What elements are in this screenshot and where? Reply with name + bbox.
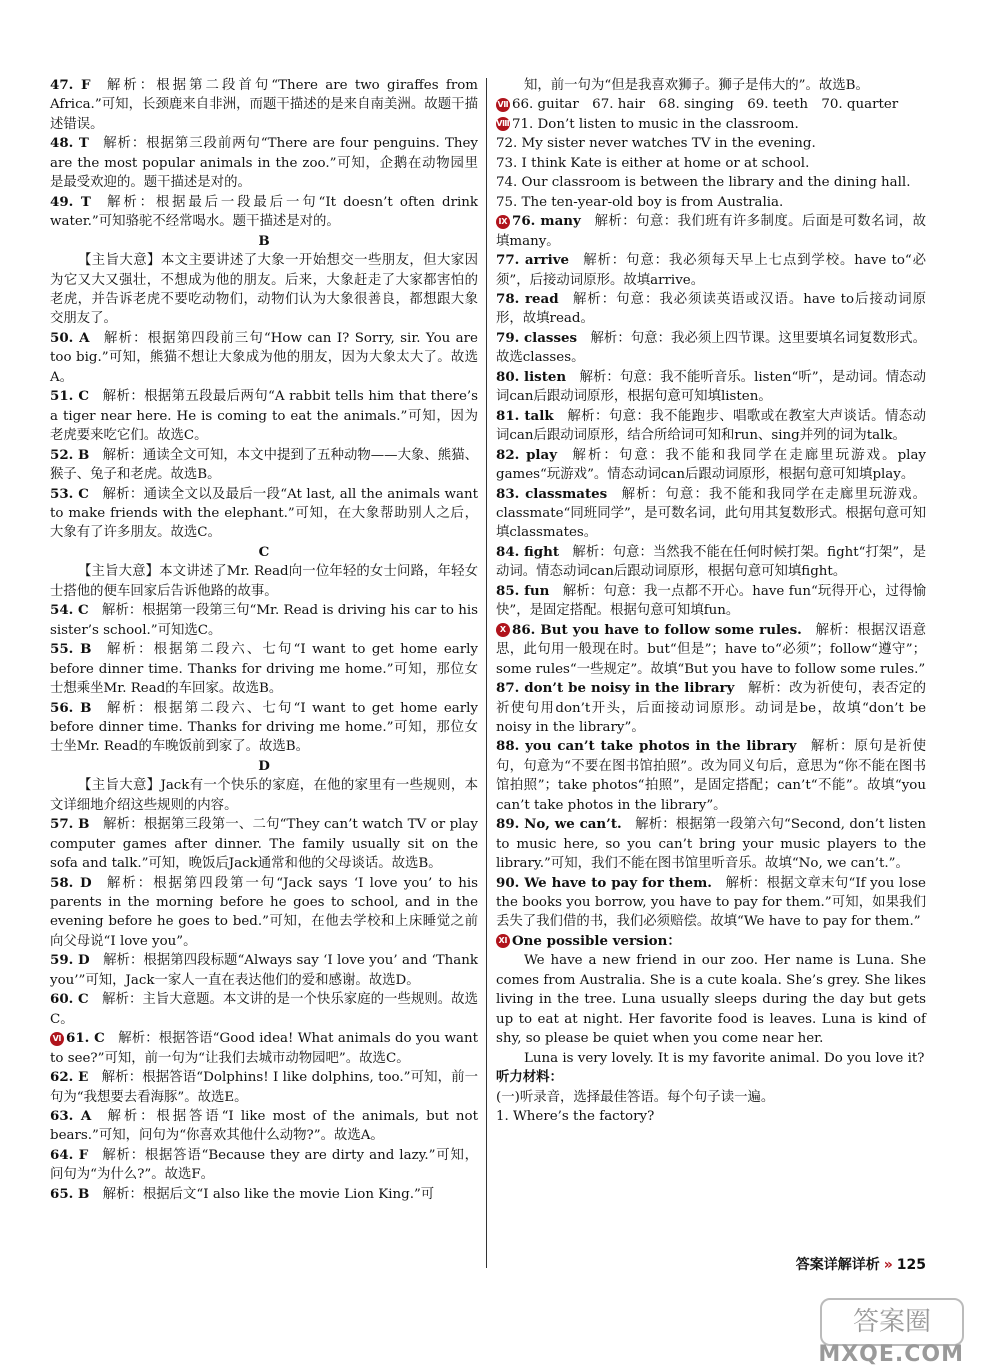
explanation-text: 解析：主旨大意题。本文讲的是一个快乐家庭的一些规则。故选C。 [50,992,478,1027]
answer-value: classmates [525,485,608,502]
answer-entry [496,582,926,621]
explanation-text: 解析：通读全文可知，本文中提到了五种动物——大象、熊猫、猴子、兔子和老虎。故选B。 [50,447,479,483]
answer-entry [50,1029,478,1068]
answer-entry [496,329,926,368]
explanation-text: 解析：根据答语“I like most of the animals, but not bears.”可知，问句为“你喜欢其他什么动物?”。故选A。 [50,1109,478,1144]
paragraph [50,562,478,601]
question-number: 61. [66,1030,95,1047]
answer-entry [496,874,926,932]
answer-line [496,115,926,134]
answer-entry [50,1146,478,1185]
explanation-text: 解析：根据答语“Good idea! What animals do you want to see?”可知，前一句为“让我们去城市动物园吧”。故选C。 [50,1031,478,1066]
answer-value: D [78,952,90,969]
line-text: One possible version： [512,932,681,949]
explanation-text: 解析：根据第二段首句“There are two giraffes from Africa.”可知，长颈鹿来自非洲，而题干描述的是来自南美洲。故题干描述错误。 [50,78,478,132]
answer-entry [496,543,926,582]
question-number: 82. [496,446,527,463]
question-number: 90. [496,874,525,891]
explanation-text: 解析：句意：我必须上四节课。这里要填名词复数形式。故选classes。 [496,330,926,366]
answer-entry [50,485,478,543]
answer-value: C [94,1030,105,1047]
answer-entry [50,874,478,952]
answer-value: listen [524,368,567,385]
answer-line [496,1088,926,1107]
question-number: 54. [50,602,78,619]
answer-value: B [80,699,92,716]
explanation-text: 解析：根据第一段第六句“Second, don’t listen to music here, so you can’t bring your music players to the library.”可知，我们不能在图书馆里听音乐。故填“No, we can’t.”。 [496,817,927,872]
question-number: 85. [496,582,525,599]
answer-value: C [78,388,90,405]
right-column [496,76,926,1126]
answer-entry [496,212,926,251]
section-badge-icon: Ⅷ [496,117,510,131]
line-text: 75. The ten-year-old boy is from Australia. [496,194,784,210]
column-divider [486,78,487,1268]
explanation-text: 解析：根据第三段前两句“There are four penguins. They are the most popular animals in the zoo.”可知，企鹅在动物园里是最受欢迎的。题干描述是对的。 [50,136,478,191]
question-number: 47. [50,77,81,93]
answer-entry [50,815,478,873]
section-heading: B [258,232,270,249]
line-text: 74. Our classroom is between the library and the dining hall. [496,175,911,191]
paragraph [50,251,478,329]
answer-entry [50,601,478,640]
watermark [818,1298,984,1367]
answer-entry [496,407,926,446]
answer-entry [50,387,478,445]
line-text: 66. guitar 67. hair 68. singing 69. teeth 70. quarter [512,97,899,113]
explanation-text: 解析：改为祈使句，表否定的祈使句用don’t开头，后面接动词原形。动词是be，故填“don’t be noisy in the library”。 [496,681,926,735]
question-number: 76. [512,213,541,230]
answer-value: D [79,874,92,891]
answer-entry [50,699,478,757]
answer-value: arrive [524,252,570,269]
answer-value: A [80,1108,92,1125]
answer-value: But you have to follow some rules. [540,621,802,638]
paragraph-text: Luna is very lovely. It is my favorite animal. Do you love it? [524,1050,925,1066]
explanation-text: 解析：句意：我们班有许多制度。后面是可数名词，故填many。 [496,214,927,249]
page-footer [796,1254,926,1274]
paragraph-text: 【主旨大意】本文讲述了Mr. Read向一位年轻的女士问路，年轻女士搭他的便车回家后告诉他路的故事。 [50,564,478,599]
answer-value: C [78,991,89,1008]
line-text: 听力材料： [496,1069,563,1086]
question-number: 59. [50,952,79,969]
question-number: 62. [50,1069,79,1086]
explanation-text: 解析：根据第四段第一句“Jack says ‘I love you’ to his parents in the morning before he goes to school, and in the evening before he goes to bed.”可知，在他去学校和上床睡觉之前向父母说“I love you”。 [50,875,478,949]
answer-entry [50,76,478,134]
answer-entry [496,485,926,543]
explanation-text: 解析：句意：我不能听音乐。listen“听”，是动词。情态动词can后跟动词原形，根据句意可知填listen。 [496,369,926,405]
answer-line [496,173,926,192]
paragraph-text: 【主旨大意】Jack有一个快乐的家庭，在他的家里有一些规则，本文详细地介绍这些规则的内容。 [50,778,478,813]
explanation-text: 解析：根据汉语意思，此句用一般现在时。but“但是”；have to“必须”；follow“遵守”；some rules“一些规定”。故填“But you have to follow some rules.” [496,622,926,677]
line-text: 72. My sister never watches TV in the evening. [496,136,816,152]
answer-entry [50,134,478,192]
double-chevron-icon: » [883,1257,893,1273]
section-badge-icon: Ⅶ [496,98,510,112]
answer-value: We have to pay for them. [524,874,712,891]
line-text: 1. Where’s the factory? [496,1109,655,1125]
answer-line [496,1107,926,1126]
answer-entry [50,329,478,387]
explanation-text: 解析：根据答语“Because they are dirty and lazy.”可知，问句为“为什么?”。故选F。 [50,1147,478,1183]
answer-entry [50,1107,478,1146]
explanation-text: 解析：根据第四段前三句“How can I? Sorry, sir. You are too big.”可知，熊猫不想让大象成为他的朋友，因为大象太大了。故选A。 [50,330,478,385]
explanation-text: 解析：句意：我必须读英语或汉语。have to后接动词原形，故填read。 [496,291,926,327]
explanation-text: 解析：根据第三段第一、二句“They can’t watch TV or play computer games after dinner. The family usually sit on the sofa and talk.”可知，晚饭后Jack通常和他的父母谈话。故选B。 [50,817,478,872]
answer-line [496,932,926,951]
question-number: 84. [496,543,524,560]
question-number: 79. [496,329,524,346]
question-number: 53. [50,485,79,502]
explanation-text: 解析：根据第四段标题“Always say ‘I love you’ and ‘Thank you’”可知，Jack一家人一直在表达他们的爱和感谢。故选D。 [50,953,478,988]
answer-entry [50,990,478,1029]
answer-line [496,134,926,153]
question-number: 55. [50,641,81,658]
answer-entry [496,815,926,873]
section-badge-icon: Ⅺ [496,934,510,948]
question-number: 60. [50,991,78,1008]
answer-value: B [77,1185,90,1202]
line-text: (一)听录音，选择最佳答语。每个句子读一遍。 [496,1089,775,1105]
answer-value: No, we can’t. [524,816,622,833]
explanation-text: 解析：原句是祈使句，句意为“不要在图书馆拍照”。改为同义句后，意思为“你不能在图书馆拍照”；take photos“拍照”，是固定搭配；can’t“不能”。故填“you can’t take photos in the library”。 [496,739,927,813]
continued-text [496,76,926,95]
question-number: 51. [50,388,79,405]
answer-value: read [524,290,559,307]
answer-entry [50,1185,478,1204]
section-badge-icon: Ⅹ [496,623,510,637]
paragraph [496,1049,926,1068]
explanation-text: 解析：句意：我不能和我同学在走廊里玩游戏。classmate“同班同学”，是可数名词，此句用其复数形式。根据句意可知填classmates。 [496,486,927,541]
section-heading: C [258,543,270,560]
explanation-text: 解析：句意：当然我不能在任何时候打架。fight“打架”，是动词。情态动词can后跟动词原形，根据句意可知填fight。 [496,544,926,580]
question-number: 56. [50,699,81,716]
answer-entry [50,193,478,232]
answer-value: B [77,446,90,463]
section-badge-icon: Ⅸ [496,215,510,229]
question-number: 65. [50,1185,78,1202]
answer-value: C [78,485,89,502]
answer-value: T [80,193,91,210]
answer-entry [50,951,478,990]
explanation-text: 解析：根据第一段第三句“Mr. Read is driving his car to his sister’s school.”可知选C。 [50,603,479,638]
question-number: 52. [50,446,78,463]
answer-value: fun [524,582,550,599]
section-heading: D [258,757,270,774]
explanation-text: 解析：根据第五段最后两句“A rabbit tells him that there’s a tiger near here. He is coming to eat the animals.”可知，因为老虎要来吃它们。故选C。 [50,389,478,444]
section-badge-icon: Ⅵ [50,1032,64,1046]
answer-entry [496,446,926,485]
line-text: 73. I think Kate is either at home or at school. [496,155,810,171]
question-number: 49. [50,193,81,210]
explanation-text: 解析：根据答语“Dolphins! I like dolphins, too.”可知，前一句为“我想要去看海豚”。故选E。 [50,1070,478,1105]
answer-value: fight [523,543,560,560]
answer-entry [496,251,926,290]
answer-value: A [79,329,90,346]
answer-value: B [80,641,92,658]
answer-entry [496,621,926,679]
question-number: 86. [512,621,541,638]
paragraph [50,776,478,815]
question-number: 58. [50,874,80,891]
question-number: 77. [496,252,525,269]
question-number: 80. [496,368,524,385]
answer-value: C [77,602,89,619]
explanation-text: 解析：句意：我不能和我同学在走廊里玩游戏。play games“玩游戏”。情态动词can后跟动词原形，根据句意可知填play。 [496,447,926,483]
answer-value: play [526,446,557,463]
paragraph [496,951,926,1048]
question-number: 50. [50,329,80,346]
explanation-text: 解析：根据第二段六、七句“I want to get home early before dinner time. Thanks for driving me home.”可知，那位女士想乘坐Mr. Read的车回家。故选B。 [50,642,478,697]
paragraph-text: 【主旨大意】本文主要讲述了大象一开始想交一些朋友，但大家因为它又大又强壮，不想成为他的朋友。后来，大象赶走了大家都害怕的老虎，并告诉老虎不要吃动物们，动物们认为大象很善良，都想跟大象交朋友了。 [50,253,478,327]
answer-entry [50,1068,478,1107]
answer-value: F [78,1146,89,1163]
footer-label: 答案详解详析 [795,1257,880,1273]
question-number: 78. [496,290,525,307]
watermark-logo: 答案圈 [820,1298,964,1346]
watermark-site: MXQE.COM [818,1342,964,1367]
explanation-text: 解析：句意：我不能跑步、唱歌或在教室大声谈话。情态动词can后跟动词原形，结合所给词可知和run、sing并列的词为talk。 [496,408,926,444]
explanation-text: 解析：根据最后一段最后一句“It doesn’t often drink water.”可知骆驼不经常喝水。题干描述是对的。 [50,194,479,230]
paragraph-text: We have a new friend in our zoo. Her name is Luna. She comes from Australia. She is a cute koala. She’s grey. She likes living in the tree. Luna usually sleeps during the day but gets up to eat at night. Her favorite food is leaves. Luna is kind of shy, so please be quiet when you come near her. [496,953,926,1047]
answer-line [496,193,926,212]
answer-value: classes [524,329,578,346]
answer-line [496,1068,926,1087]
question-number: 87. [496,680,525,697]
explanation-text: 解析：通读全文以及最后一段“At last, all the animals want to make friends with the elephant.”可知，在大象帮助别人之后，大象有了许多朋友。故选C。 [50,486,478,541]
left-column [50,76,478,1204]
question-number: 48. [50,135,79,152]
answer-entry [496,679,926,737]
answer-value: don’t be noisy in the library [524,680,735,697]
answer-entry [496,368,926,407]
question-number: 81. [496,407,525,424]
explanation-text: 解析：根据文章末句“If you lose the books you borrow, you have to pay for them.”可知，如果我们丢失了我们借的书，我们必须赔偿。故填“We have to pay for them.” [496,875,926,930]
question-number: 57. [50,816,79,833]
answer-entry [50,446,478,485]
question-number: 63. [50,1108,81,1125]
question-number: 64. [50,1146,79,1163]
answer-line [496,154,926,173]
question-number: 88. [496,738,526,755]
answer-entry [496,737,926,815]
explanation-text: 解析：句意：我必须每天早上七点到学校。have to“必须”，后接动词原形。故填arrive。 [496,253,926,288]
answer-value: you can’t take photos in the library [525,738,797,755]
line-text: 71. Don’t listen to music in the classroom. [512,116,799,132]
explanation-text: 解析：根据后文“I also like the movie Lion King.”可 [102,1186,435,1202]
answer-line [496,95,926,114]
answer-entry [496,290,926,329]
answer-value: many [540,213,581,230]
answer-value: T [78,135,89,152]
explanation-text: 解析：根据第二段六、七句“I want to get home early before dinner time. Thanks for driving me home.”可知，那位女士坐Mr. Read的车晚饭前到家了。故选B。 [50,700,478,755]
answer-value: B [78,816,90,833]
continued-line: 知，前一句为“但是我喜欢狮子。狮子是伟大的”。故选B。 [524,78,869,93]
question-number: 89. [496,816,525,833]
question-number: 83. [496,485,526,502]
explanation-text: 解析：句意：我一点都不开心。have fun“玩得开心，过得愉快”，是固定搭配。根据句意可知填fun。 [496,583,927,619]
page-number: 125 [896,1257,926,1273]
answer-entry [50,640,478,698]
answer-value: talk [524,407,554,424]
answer-value: F [81,77,91,93]
answer-value: E [78,1069,89,1086]
